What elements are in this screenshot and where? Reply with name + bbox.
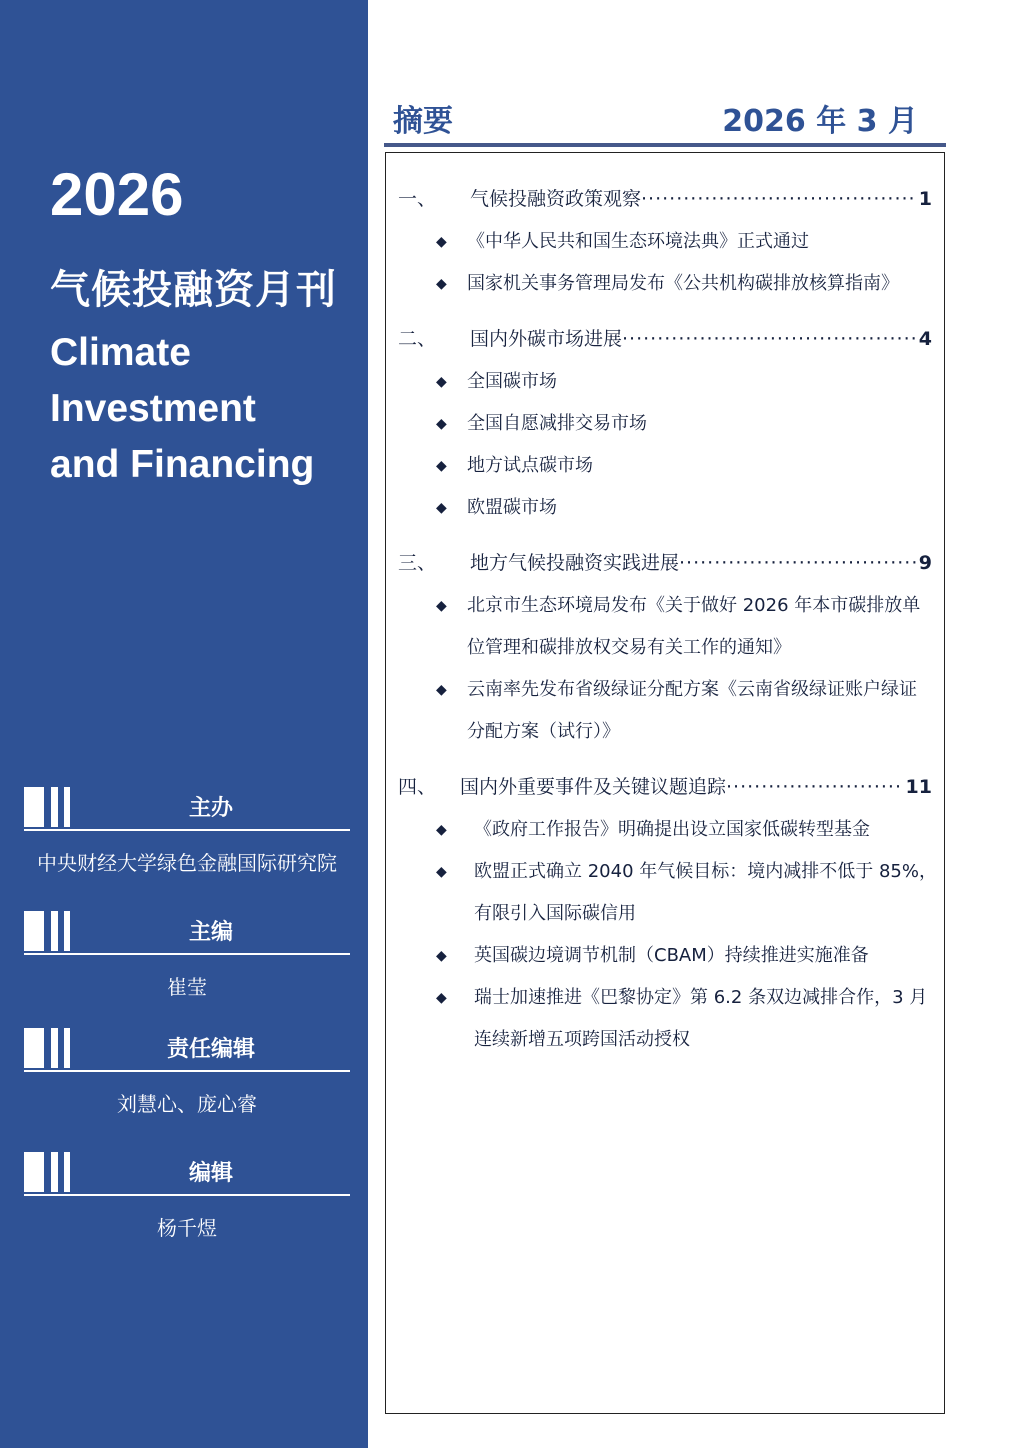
- section-label: 主办: [188, 796, 233, 821]
- diamond-bullet-icon: ◆: [436, 416, 447, 432]
- diamond-bullet-icon: ◆: [436, 822, 447, 838]
- title-english-line: Investment: [50, 387, 256, 430]
- toc-chapter-title: 国内外重要事件及关键议题追踪: [460, 776, 727, 798]
- toc-subitem-text: 连续新增五项跨国活动授权: [474, 1029, 690, 1050]
- title-english: [50, 325, 314, 493]
- diamond-bullet-icon: ◆: [436, 458, 447, 474]
- bar-mark-icon: [24, 1028, 72, 1068]
- diamond-bullet-icon: ◆: [436, 990, 447, 1006]
- diamond-bullet-icon: ◆: [436, 864, 447, 880]
- toc-subitem-text: 位管理和碳排放权交易有关工作的通知》: [467, 637, 791, 658]
- toc-leader-dots: [641, 188, 917, 210]
- diamond-bullet-icon: ◆: [436, 682, 447, 698]
- cover-sidebar: [0, 0, 368, 1448]
- chief-editor-section: [24, 911, 350, 1000]
- toc-page-number: 1: [918, 188, 932, 210]
- section-value: 中央财经大学绿色金融国际研究院: [37, 851, 337, 875]
- abstract-heading: 摘要: [393, 104, 453, 139]
- toc-subitem-text: 《中华人民共和国生态环境法典》正式通过: [467, 231, 809, 252]
- section-value: 崔莹: [167, 975, 207, 999]
- toc-chapter-number: 三、: [398, 552, 437, 574]
- section-value: 杨千煜: [157, 1216, 217, 1240]
- toc-subitem-text: 《政府工作报告》明确提出设立国家低碳转型基金: [474, 819, 870, 840]
- diamond-bullet-icon: ◆: [436, 234, 447, 250]
- toc-subitem-text: 全国自愿减排交易市场: [467, 413, 647, 434]
- toc-subitem-text: 有限引入国际碳信用: [474, 903, 636, 924]
- toc-leader-dots: [622, 328, 917, 350]
- header-rule: [384, 143, 946, 147]
- section-label: 主编: [188, 920, 233, 945]
- diamond-bullet-icon: ◆: [436, 374, 447, 390]
- toc-chapter-title: 地方气候投融资实践进展: [470, 552, 680, 574]
- toc-subitem-text: 国家机关事务管理局发布《公共机构碳排放核算指南》: [467, 273, 899, 294]
- diamond-bullet-icon: ◆: [436, 598, 447, 614]
- toc-chapter[interactable]: [398, 324, 932, 351]
- title-english-line: and Financing: [50, 443, 315, 486]
- section-label: 责任编辑: [166, 1037, 255, 1062]
- bar-mark-icon: [24, 787, 72, 827]
- toc-page-number: 9: [918, 552, 932, 574]
- title-chinese: 气候投融资月刊: [50, 267, 337, 313]
- section-value: 刘慧心、庞心睿: [117, 1092, 257, 1116]
- toc-chapter[interactable]: [398, 772, 932, 799]
- bar-mark-icon: [24, 911, 72, 951]
- diamond-bullet-icon: ◆: [436, 276, 447, 292]
- toc-leader-dots: [679, 552, 917, 574]
- toc-subitem-text: 北京市生态环境局发布《关于做好 2026 年本市碳排放单: [467, 595, 921, 616]
- toc-chapter[interactable]: [398, 548, 932, 575]
- title-english-line: Climate: [50, 331, 191, 374]
- toc-leader-dots: [726, 776, 904, 798]
- toc-chapter-number: 四、: [398, 776, 437, 798]
- toc-chapter-title: 气候投融资政策观察: [470, 188, 642, 210]
- toc-chapter-number: 二、: [398, 328, 437, 350]
- sponsor-section: [24, 787, 350, 876]
- issue-date: 2026 年 3 月: [722, 104, 918, 139]
- toc-subitem-text: 瑞士加速推进《巴黎协定》第 6.2 条双边减排合作，3 月: [474, 987, 928, 1008]
- toc-chapter-title: 国内外碳市场进展: [470, 328, 623, 350]
- diamond-bullet-icon: ◆: [436, 500, 447, 516]
- toc-subitem-text: 英国碳边境调节机制（CBAM）持续推进实施准备: [474, 945, 869, 966]
- toc-subitem-text: 全国碳市场: [467, 371, 557, 392]
- toc-chapter[interactable]: [398, 184, 932, 211]
- toc-subitem-text: 地方试点碳市场: [467, 455, 593, 476]
- section-label: 编辑: [188, 1161, 233, 1186]
- publication-year: 2026: [50, 161, 184, 228]
- responsible-editor-section: [24, 1028, 350, 1117]
- toc-page-number: 11: [905, 776, 932, 798]
- toc-subitem-text: 分配方案（试行）》: [467, 721, 620, 742]
- toc-chapter-number: 一、: [398, 188, 437, 210]
- toc-page-number: 4: [918, 328, 932, 350]
- diamond-bullet-icon: ◆: [436, 948, 447, 964]
- bar-mark-icon: [24, 1152, 72, 1192]
- editor-section: [24, 1152, 350, 1241]
- toc-subitem-text: 云南率先发布省级绿证分配方案《云南省级绿证账户绿证: [467, 679, 917, 700]
- toc-subitem-text: 欧盟碳市场: [467, 497, 557, 518]
- toc-subitem-text: 欧盟正式确立 2040 年气候目标：境内减排不低于 85%，: [474, 861, 937, 882]
